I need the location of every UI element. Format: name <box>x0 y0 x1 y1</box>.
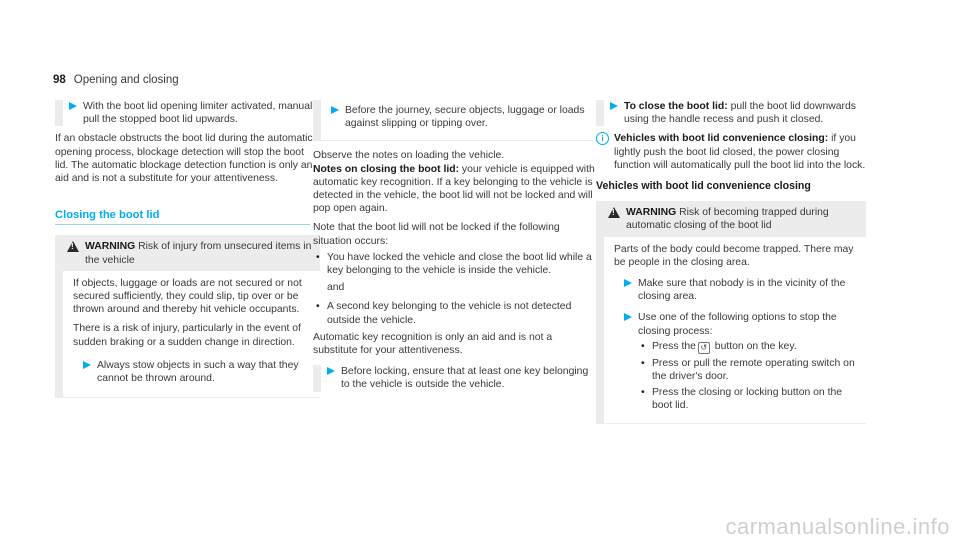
info-note: i Vehicles with boot lid convenience closing: if you lightly push the boot lid closed, the power closing function will automatically pull the boot lid into the lock. <box>596 132 866 172</box>
paragraph: There is a risk of injury, particularly in the event of sudden braking or a sudden change in direction. <box>73 323 301 348</box>
column-3 <box>596 100 866 430</box>
arrow-icon <box>83 361 91 369</box>
instruction-step <box>55 100 320 126</box>
step-text: Make sure that nobody is in the vicinity of the closing area. <box>638 278 846 303</box>
arrow-icon <box>69 102 77 110</box>
arrow-icon <box>610 102 618 110</box>
instruction-step <box>321 104 598 130</box>
instruction-step <box>614 311 856 337</box>
watermark: carmanualsonline.info <box>725 513 950 539</box>
paragraph: Observe the notes on loading the vehicle. <box>313 150 505 162</box>
step-text: Always stow objects in such a way that they cannot be thrown around. <box>97 359 299 385</box>
list-item: • You have locked the vehicle and close the boot lid while a key belonging to the vehicle is inside the vehicle. <box>313 251 598 277</box>
subheading: Vehicles with boot lid convenience closing <box>596 180 811 193</box>
bullet-list <box>614 340 856 413</box>
warning-triangle-icon <box>67 241 79 252</box>
warning-heading-text: Risk of injury from unsecured items in the vehicle <box>85 241 312 266</box>
paragraph: If an obstacle obstructs the boot lid during the automatic opening process, blockage detection will stop the boot lid. The automatic blockage detection function is only an aid and is not a substitute for your attentiveness. <box>55 133 313 185</box>
paragraph: If objects, luggage or loads are not secured or not secured sufficiently, they could slip, tip over or be thrown around and thereby hit vehicle occupants. <box>73 277 302 316</box>
arrow-icon <box>327 367 335 375</box>
warning-label: WARNING <box>85 241 136 253</box>
paragraph: Note that the boot lid will not be locked if the following situation occurs: <box>313 222 560 247</box>
arrow-icon <box>331 106 339 114</box>
warning-label: WARNING <box>626 207 677 219</box>
conjunction-text: and <box>327 282 345 294</box>
page-header <box>53 74 179 87</box>
section-title: Closing the boot lid <box>55 209 310 225</box>
page-title: Opening and closing <box>73 74 179 86</box>
list-item: • Press the ↺ button on the key. <box>638 340 856 354</box>
paragraph: Parts of the body could become trapped. There may be people in the closing area. <box>614 243 854 268</box>
warning-box <box>596 201 866 423</box>
warning-header <box>596 201 866 236</box>
page-number: 98 <box>53 74 66 86</box>
arrow-icon <box>624 279 632 287</box>
paragraph: Automatic key recognition is only an aid and is not a substitute for your attentiveness. <box>313 331 553 357</box>
warning-heading-text: Risk of becoming trapped during automatic closing of the boot lid <box>626 207 829 232</box>
boot-lid-key-icon: ↺ <box>698 342 710 354</box>
step-text: Before the journey, secure objects, luggage or loads against slipping or tipping over. <box>345 105 585 130</box>
list-item: • Press or pull the remote operating switch on the driver's door. <box>638 357 856 383</box>
instruction-step: To close the boot lid: pull the boot lid downwards using the handle recess and push it closed. <box>596 100 866 126</box>
step-text: Before locking, ensure that at least one key belonging to the vehicle is outside the vehicle. <box>341 366 589 391</box>
info-icon: i <box>596 132 609 145</box>
instruction-step <box>73 359 310 385</box>
bullet-list <box>313 251 598 277</box>
instruction-step <box>614 277 856 303</box>
warning-body <box>63 271 320 397</box>
warning-box <box>55 235 320 398</box>
paragraph: Notes on closing the boot lid: your vehicle is equipped with automatic key recognition. If a key belonging to the vehicle is detected in the vehicle, the boot lid will not be locked and will pop open again. <box>313 163 595 215</box>
arrow-icon <box>624 313 632 321</box>
list-item: • Press the closing or locking button on the boot lid. <box>638 386 856 412</box>
bullet-list <box>313 300 598 326</box>
instruction-step <box>313 365 598 391</box>
warning-body <box>604 237 866 423</box>
step-text: With the boot lid opening limiter activated, manually pull the stopped boot lid upwards. <box>83 101 320 126</box>
warning-header <box>55 235 320 270</box>
column-1 <box>55 100 320 404</box>
column-2 <box>313 100 598 398</box>
list-item: • A second key belonging to the vehicle is not detected outside the vehicle. <box>313 300 598 326</box>
warning-triangle-icon <box>608 207 620 218</box>
step-text: Use one of the following options to stop the closing process: <box>638 312 837 337</box>
instruction-box <box>313 100 598 141</box>
